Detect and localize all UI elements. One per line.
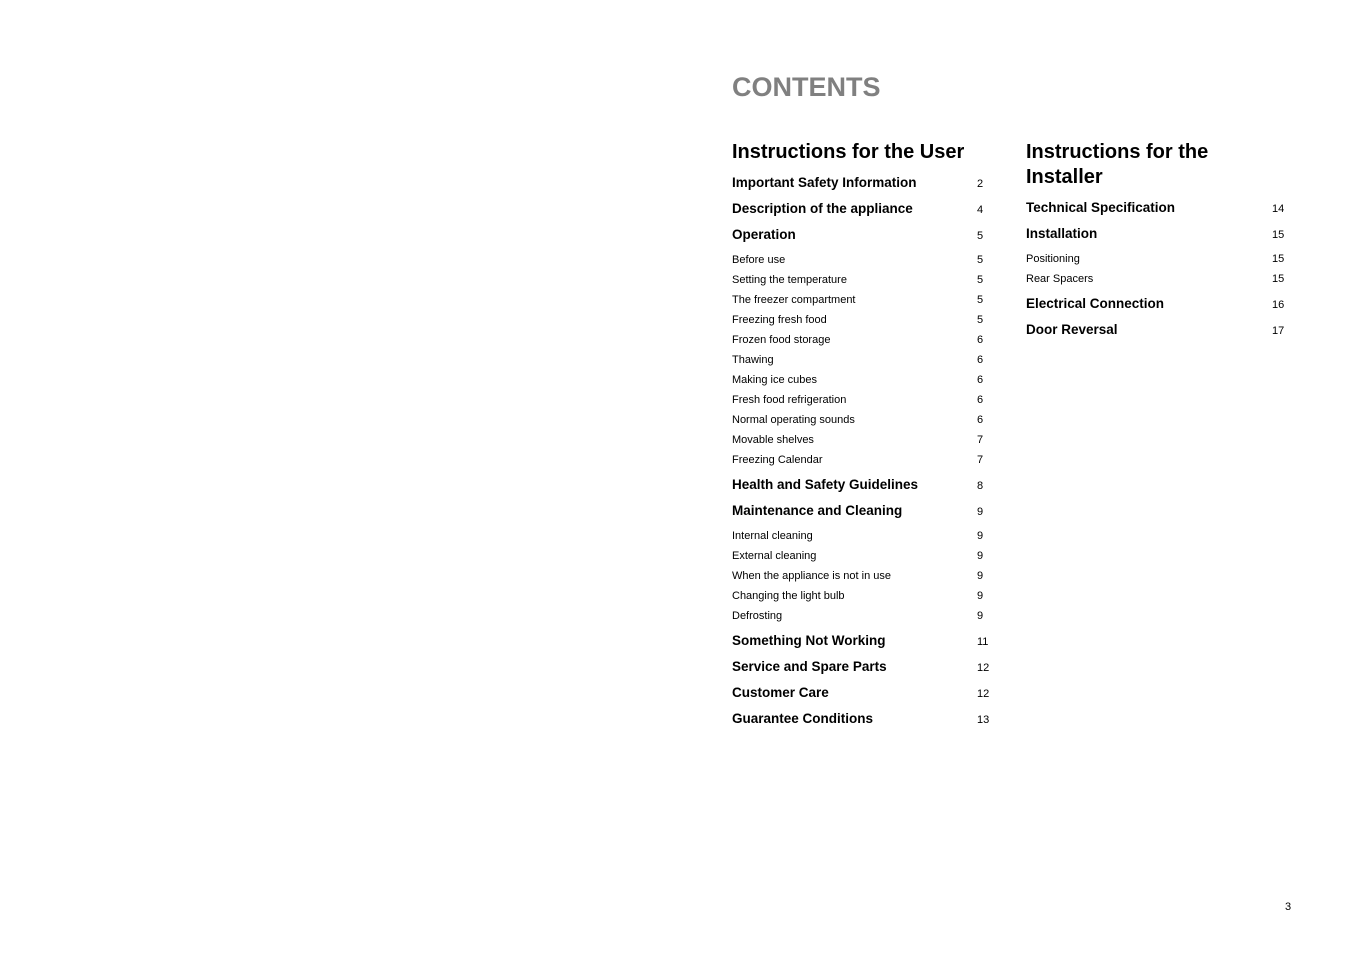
toc-section-entry bbox=[732, 226, 994, 252]
toc-entry-page: 4 bbox=[977, 204, 984, 216]
toc-entry-label: The freezer compartment bbox=[732, 294, 856, 306]
toc-entry-label: Freezing fresh food bbox=[732, 314, 827, 326]
toc-entry-page: 14 bbox=[1272, 203, 1285, 215]
toc-entry-label: Guarantee Conditions bbox=[732, 711, 874, 726]
contents-title: CONTENTS bbox=[732, 72, 881, 102]
toc-subsection-entry bbox=[732, 332, 994, 352]
toc-entry-page: 15 bbox=[1272, 229, 1285, 241]
toc-entry-label: Defrosting bbox=[732, 610, 783, 622]
toc-entry-label: Maintenance and Cleaning bbox=[732, 503, 903, 518]
toc-entry-page: 5 bbox=[977, 230, 984, 242]
toc-section-entry bbox=[732, 658, 994, 684]
toc-entry-page: 12 bbox=[977, 688, 990, 700]
toc-entry-label: Electrical Connection bbox=[1026, 296, 1165, 311]
toc-subsection-entry bbox=[732, 568, 994, 588]
toc-entry-label: Service and Spare Parts bbox=[732, 659, 887, 674]
toc-subsection-entry bbox=[732, 452, 994, 472]
toc-subsection-entry bbox=[732, 312, 994, 332]
toc-entry-page: 11 bbox=[977, 636, 989, 648]
toc-entry-page: 13 bbox=[977, 714, 990, 726]
toc-entry-page: 9 bbox=[977, 506, 984, 518]
toc-entry-page: 8 bbox=[977, 480, 984, 492]
toc-section-entry bbox=[732, 632, 994, 658]
toc-entry-page: 6 bbox=[977, 394, 984, 406]
toc-section-entry bbox=[732, 476, 994, 502]
installer-toc-list bbox=[1026, 199, 1286, 347]
toc-entry-label: Installation bbox=[1026, 226, 1098, 241]
toc-subsection-entry bbox=[732, 392, 994, 412]
toc-section-entry bbox=[1026, 295, 1286, 321]
toc-entry-page: 9 bbox=[977, 530, 984, 542]
toc-entry-page: 17 bbox=[1272, 325, 1285, 337]
toc-entry-page: 9 bbox=[977, 590, 984, 602]
toc-subsection-entry bbox=[732, 528, 994, 548]
toc-entry-page: 5 bbox=[977, 314, 984, 326]
toc-entry-page: 7 bbox=[977, 454, 984, 466]
toc-subsection-entry bbox=[1026, 251, 1286, 271]
toc-entry-label: Rear Spacers bbox=[1026, 273, 1094, 285]
toc-entry-page: 15 bbox=[1272, 253, 1285, 265]
toc-subsection-entry bbox=[732, 292, 994, 312]
toc-entry-page: 6 bbox=[977, 414, 984, 426]
toc-subsection-entry bbox=[1026, 271, 1286, 291]
toc-entry-label: Technical Specification bbox=[1026, 200, 1176, 215]
toc-entry-page: 9 bbox=[977, 570, 984, 582]
toc-entry-page: 5 bbox=[977, 254, 984, 266]
toc-subsection-entry bbox=[732, 252, 994, 272]
toc-entry-label: Frozen food storage bbox=[732, 334, 831, 346]
toc-entry-label: Before use bbox=[732, 254, 786, 266]
toc-entry-page: 5 bbox=[977, 294, 984, 306]
user-instructions-column bbox=[732, 140, 994, 736]
toc-entry-label: Something Not Working bbox=[732, 633, 886, 648]
toc-entry-page: 6 bbox=[977, 374, 984, 386]
toc-entry-page: 9 bbox=[977, 550, 984, 562]
installer-instructions-column bbox=[1026, 140, 1286, 347]
toc-entry-label: Positioning bbox=[1026, 253, 1080, 265]
toc-section-entry bbox=[732, 684, 994, 710]
toc-entry-label: Operation bbox=[732, 227, 796, 242]
toc-entry-page: 2 bbox=[977, 178, 984, 190]
user-instructions-heading: Instructions for the User bbox=[732, 141, 965, 163]
user-toc-list bbox=[732, 174, 994, 736]
toc-subsection-entry bbox=[732, 372, 994, 392]
toc-entry-label: Description of the appliance bbox=[732, 201, 913, 216]
toc-subsection-entry bbox=[732, 608, 994, 628]
toc-entry-page: 6 bbox=[977, 334, 984, 346]
toc-entry-page: 12 bbox=[977, 662, 990, 674]
toc-entry-label: Movable shelves bbox=[732, 434, 814, 446]
toc-entry-page: 9 bbox=[977, 610, 984, 622]
toc-entry-label: Door Reversal bbox=[1026, 322, 1118, 337]
toc-entry-label: Internal cleaning bbox=[732, 530, 813, 542]
toc-section-entry bbox=[732, 200, 994, 226]
toc-subsection-entry bbox=[732, 588, 994, 608]
toc-entry-label: Setting the temperature bbox=[732, 274, 847, 286]
toc-entry-label: When the appliance is not in use bbox=[732, 570, 891, 582]
toc-entry-label: Freezing Calendar bbox=[732, 454, 823, 466]
toc-section-entry bbox=[1026, 321, 1286, 347]
toc-entry-label: Customer Care bbox=[732, 685, 829, 700]
toc-entry-label: Health and Safety Guidelines bbox=[732, 477, 919, 492]
toc-subsection-entry bbox=[732, 352, 994, 372]
toc-section-entry bbox=[1026, 199, 1286, 225]
toc-section-entry bbox=[732, 502, 994, 528]
toc-entry-page: 5 bbox=[977, 274, 984, 286]
toc-entry-label: Making ice cubes bbox=[732, 374, 817, 386]
installer-instructions-heading bbox=[1026, 140, 1286, 190]
toc-subsection-entry bbox=[732, 548, 994, 568]
toc-section-entry bbox=[732, 174, 994, 200]
toc-subsection-entry bbox=[732, 432, 994, 452]
installer-heading-line1: Instructions for the bbox=[1026, 141, 1209, 163]
toc-entry-label: Changing the light bulb bbox=[732, 590, 845, 602]
toc-entry-page: 6 bbox=[977, 354, 984, 366]
toc-entry-label: Thawing bbox=[732, 354, 774, 366]
toc-entry-label: External cleaning bbox=[732, 550, 817, 562]
toc-entry-label: Fresh food refrigeration bbox=[732, 394, 847, 406]
toc-entry-page: 15 bbox=[1272, 273, 1285, 285]
toc-subsection-entry bbox=[732, 412, 994, 432]
toc-section-entry bbox=[732, 710, 994, 736]
page-number: 3 bbox=[1285, 901, 1292, 913]
toc-section-entry bbox=[1026, 225, 1286, 251]
toc-entry-page: 7 bbox=[977, 434, 984, 446]
toc-subsection-entry bbox=[732, 272, 994, 292]
toc-entry-page: 16 bbox=[1272, 299, 1285, 311]
toc-entry-label: Important Safety Information bbox=[732, 175, 917, 190]
installer-heading-line2: Installer bbox=[1026, 166, 1103, 188]
toc-entry-label: Normal operating sounds bbox=[732, 414, 855, 426]
